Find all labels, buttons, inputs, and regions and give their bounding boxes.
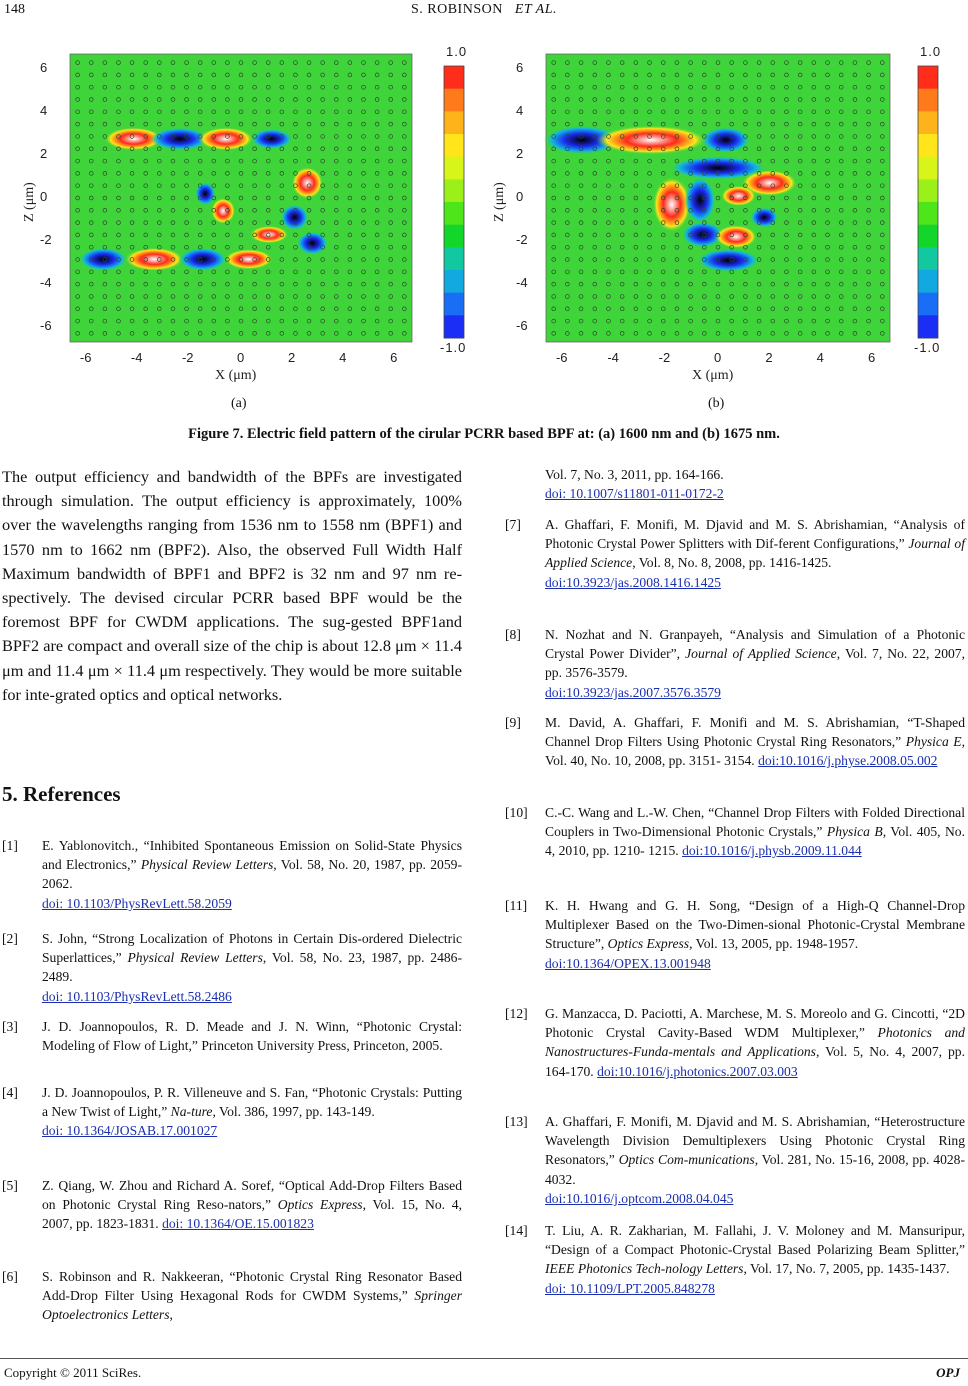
colorbar-segment: [444, 179, 464, 202]
z-tick-label: -6: [516, 317, 528, 333]
x-tick-label: -6: [555, 350, 568, 365]
colorbar-segment: [444, 202, 464, 225]
colorbar-max-label: 1.0: [446, 44, 468, 59]
reference-number: [10]: [505, 805, 528, 820]
field-lobe: [701, 127, 750, 153]
x-tick-label: -6: [79, 350, 92, 365]
reference-number: [9]: [505, 715, 521, 730]
colorbar-min-label: -1.0: [914, 340, 941, 355]
x-tick-label: 4: [339, 350, 347, 365]
footer-rule: [0, 1358, 968, 1359]
plot-area: [70, 54, 412, 342]
colorbar-segment: [444, 225, 464, 248]
reference-entry: [14] T. Liu, A. R. Zakharian, M. Fallahi, J. V. Moloney and M. Mansuripur, “Design of a Compact Photonic-Crystal Based Polarizing Beam Splitter,” IEEE Photonics Tech-nology Letters, Vol. 17, No. 7, 2005, pp. 1435-1437. doi: 10.1109/LPT.2005.848278: [505, 1223, 965, 1296]
running-header: [0, 2, 968, 22]
doi-link[interactable]: doi: 10.1109/LPT.2005.848278: [545, 1280, 715, 1296]
reference-number: [5]: [2, 1178, 18, 1193]
z-tick-label: 4: [40, 103, 48, 119]
subfigure-label: (b): [708, 396, 725, 411]
colorbar-segment: [444, 157, 464, 180]
reference-number: [4]: [2, 1085, 18, 1100]
field-lobe: [225, 249, 273, 269]
field-lobe: [250, 226, 288, 243]
doi-link[interactable]: doi:10.1016/j.physb.2009.11.044: [682, 843, 862, 859]
field-lobe: [684, 177, 715, 223]
colorbar-segment: [918, 202, 938, 225]
figure-panel-a: [0, 40, 480, 420]
colorbar-segment: [918, 293, 938, 316]
z-tick-label: -6: [40, 317, 52, 333]
reference-entry: [3] J. D. Joannopoulos, R. D. Meade and J. N. Winn, “Photonic Crystal: Modeling of Flow of Light,” Princeton University Press, Princeton, 2005.: [2, 1019, 462, 1054]
reference-entry: [13] A. Ghaffari, F. Monifi, M. Djavid and M. S. Abrishamian, “Heterostructure Wavelength Division Demultiplexers Using Photonic Crystal Ring Resonators,” Optics Com-munications, Vol. 281, No. 15-16, 2008, pp. 4028-4032. doi:10.1016/j.optcom.2008.04.045: [505, 1114, 965, 1206]
colorbar-segment: [444, 111, 464, 134]
x-tick-label: 2: [288, 350, 296, 365]
doi-link[interactable]: doi:10.1016/j.physe.2008.05.002: [758, 753, 938, 769]
colorbar-segment: [444, 89, 464, 112]
z-tick-label: 6: [40, 60, 48, 76]
section-title: 5. References: [2, 782, 121, 806]
z-axis-label: Z (μm): [492, 182, 507, 222]
reference-number: [12]: [505, 1006, 528, 1021]
colorbar-segment: [918, 225, 938, 248]
subfigure-label: (a): [231, 396, 247, 411]
colorbar-segment: [918, 157, 938, 180]
reference-entry: [2] S. John, “Strong Localization of Photons in Certain Dis-ordered Dielectric Superlattices,” Physical Review Letters, Vol. 58, No. 23, 1987, pp. 2486-2489. doi: 10.1103/PhysRevLett.58.2486: [2, 931, 462, 1004]
reference-number: [3]: [2, 1019, 18, 1034]
x-tick-label: 2: [765, 350, 773, 365]
doi-link[interactable]: doi: 10.1007/s11801-011-0172-2: [545, 486, 724, 502]
page-number: 148: [4, 2, 25, 17]
doi-link[interactable]: doi:10.1016/j.optcom.2008.04.045: [545, 1190, 734, 1206]
colorbar-segment: [918, 134, 938, 157]
copyright: Copyright © 2011 SciRes.: [4, 1365, 142, 1380]
x-tick-label: 0: [714, 350, 722, 365]
colorbar-segment: [918, 179, 938, 202]
x-tick-label: 0: [237, 350, 245, 365]
z-tick-label: 2: [40, 146, 48, 161]
figure-panel-b: [478, 40, 968, 420]
reference-entry: [1] E. Yablonovitch., “Inhibited Spontaneous Emission on Solid-State Physics and Electronics,” Physical Review Letters, Vol. 58, No. 20, 1987, pp. 2059-2062. doi: 10.1103/PhysRevLett.58.2059: [2, 838, 462, 911]
field-plot: [478, 40, 968, 420]
reference-number: [2]: [2, 931, 18, 946]
x-axis-label: X (μm): [692, 368, 734, 383]
reference-entry: [4] J. D. Joannopoulos, P. R. Villeneuve and S. Fan, “Photonic Crystals: Putting a New Twist of Light,” Na-ture, Vol. 386, 1997, pp. 143-149. doi: 10.1364/JOSAB.17.001027: [2, 1085, 462, 1139]
colorbar-segment: [444, 293, 464, 316]
x-axis-label: X (μm): [215, 368, 257, 383]
colorbar-segment: [918, 66, 938, 89]
field-lobe: [198, 127, 253, 150]
reference-entry: Vol. 7, No. 3, 2011, pp. 164-166. doi: 10.1007/s11801-011-0172-2: [545, 467, 724, 502]
z-tick-label: -2: [516, 231, 528, 247]
reference-number: [6]: [2, 1269, 18, 1284]
colorbar-max-label: 1.0: [920, 44, 942, 59]
z-tick-label: -2: [40, 231, 52, 247]
doi-link[interactable]: doi:10.3923/jas.2008.1416.1425: [545, 574, 721, 590]
x-tick-label: 4: [816, 350, 824, 365]
colorbar-segment: [444, 270, 464, 293]
field-lobe: [721, 186, 756, 206]
z-tick-label: 2: [516, 146, 524, 161]
colorbar-segment: [444, 315, 464, 338]
reference-entry: [7] A. Ghaffari, F. Monifi, M. Djavid and M. S. Abrishamian, “Analysis of Photonic Crystal Power Splitters with Dif-ferent Configurations,” Journal of Applied Science, Vol. 8, No. 8, 2008, pp. 1416-1425. doi:10.3923/jas.2008.1416.1425: [505, 517, 965, 590]
z-tick-label: -4: [40, 274, 52, 290]
doi-link[interactable]: doi: 10.1364/JOSAB.17.001027: [42, 1123, 218, 1139]
doi-link[interactable]: doi:10.3923/jas.2007.3576.3579: [545, 684, 721, 700]
doi-link[interactable]: doi: 10.1103/PhysRevLett.58.2486: [42, 988, 232, 1004]
field-lobe: [211, 198, 235, 224]
field-lobe: [297, 232, 328, 255]
x-tick-label: -2: [181, 350, 194, 365]
colorbar-segment: [918, 111, 938, 134]
reference-entry: [8] N. Nozhat and N. Granpayeh, “Analysis and Simulation of a Photonic Crystal Power Divider”, Journal of Applied Science, Vol. 7, No. 22, 2007, pp. 3576-3579. doi:10.3923/jas.2007.3576.3579: [505, 627, 966, 700]
colorbar-min-label: -1.0: [440, 340, 467, 355]
reference-entry: [5] Z. Qiang, W. Zhou and Richard A. Soref, “Optical Add-Drop Filters Based on Photonic Crystal Ring Reso-nators,” Optics Express, Vol. 15, No. 4, 2007, pp. 1823-1831. doi: 10.1364/OE.15.001823: [2, 1178, 462, 1232]
reference-entry: [11] K. H. Hwang and G. H. Song, “Design of a High-Q Channel-Drop Multiplexer Based on the Two-Dimen-sional Photonic-Crystal Membrane Structure”, Optics Express, Vol. 13, 2005, pp. 1948-1957. doi:10.1364/OPEX.13.001948: [505, 898, 965, 971]
reference-number: [7]: [505, 517, 521, 532]
doi-link[interactable]: doi:10.1364/OPEX.13.001948: [545, 955, 711, 971]
reference-number: [11]: [505, 898, 528, 913]
colorbar-segment: [444, 66, 464, 89]
x-tick-label: -4: [130, 350, 143, 365]
colorbar-segment: [918, 270, 938, 293]
page-footer: [4, 1365, 964, 1381]
reference-number: [8]: [505, 627, 521, 642]
reference-entry: [9] M. David, A. Ghaffari, F. Monifi and M. S. Abrishamian, “T-Shaped Channel Drop Filters Using Photonic Crystal Ring Resonators,” Physica E, Vol. 40, No. 10, 2008, pp. 3151- 3154. doi:10.1016/j.physe.2008.05.002: [505, 715, 966, 769]
figure-caption: Figure 7. Electric field pattern of the cirular PCRR based BPF at: (a) 1600 nm and (b) 1675 nm.: [188, 426, 780, 442]
journal-abbr: OPJ: [936, 1365, 960, 1380]
reference-entry: [6] S. Robinson and R. Nakkeeran, “Photonic Crystal Ring Resonator Based Add-Drop Filter Using Hexagonal Rods for CWDM Systems,” Springer Optoelectronics Letters,: [2, 1269, 462, 1323]
doi-link[interactable]: doi: 10.1103/PhysRevLett.58.2059: [42, 895, 232, 911]
x-tick-label: -4: [607, 350, 619, 365]
field-lobe: [697, 249, 759, 272]
x-tick-label: 6: [868, 350, 876, 365]
colorbar-segment: [918, 315, 938, 338]
field-lobe: [715, 225, 757, 248]
z-tick-label: -4: [516, 274, 528, 290]
z-tick-label: 6: [516, 60, 524, 76]
reference-number: [1]: [2, 838, 18, 853]
doi-link[interactable]: doi: 10.1364/OE.15.001823: [162, 1216, 314, 1232]
z-tick-label: 0: [40, 189, 48, 204]
running-authors: S. ROBINSON ET AL.: [410, 2, 558, 17]
x-tick-label: 6: [390, 350, 398, 365]
field-lobe: [251, 129, 292, 149]
z-tick-label: 4: [516, 103, 524, 119]
field-lobe: [281, 204, 309, 230]
reference-number: [13]: [505, 1114, 528, 1129]
z-tick-label: 0: [516, 189, 524, 204]
reference-number: [14]: [505, 1223, 528, 1238]
z-axis-label: Z (μm): [22, 182, 37, 222]
plot-area: [546, 54, 890, 342]
field-lobe: [179, 248, 227, 271]
colorbar-segment: [444, 247, 464, 270]
colorbar-segment: [444, 134, 464, 157]
x-tick-label: -2: [658, 350, 671, 365]
reference-entry: [12] G. Manzacca, D. Paciotti, A. Marchese, M. S. Moreolo and G. Cincotti, “2D Photonic Crystal Cavity-Based WDM Multiplexer,” Photonics and Nanostructures-Funda-mentals and Applications, Vol. 5, No. 4, 2007, pp. 164-170. doi:10.1016/j.photonics.2007.03.003: [505, 1006, 966, 1079]
colorbar-segment: [918, 89, 938, 112]
doi-link[interactable]: doi:10.1016/j.photonics.2007.03.003: [597, 1063, 798, 1079]
reference-entry: [10] C.-C. Wang and L.-W. Chen, “Channel Drop Filters with Folded Directional Couplers in Two-Dimensional Photonic Crystals,” Physica B, Vol. 405, No. 4, 2010, pp. 1210- 1215. doi:10.1016/j.physb.2009.11.044: [505, 805, 965, 859]
colorbar-segment: [918, 247, 938, 270]
body-paragraph: The output efficiency and bandwidth of the BPFs are investigated through simulation. The output efficiency is approximately, 100% over the wavelengths ranging from 1536 nm to 1558 nm (BPF1) and 1570 nm to 1662 nm (BPF2). Also, the observed Full Width Half Maximum bandwidth of BPF1 and BPF2 is 32 nm and 97 nm re-spectively. The devised circular PCRR based BPF would be the foremost BPF for CWDM applications. The sug-gested BPF1and BPF2 are compact and overall size of the chip is about 12.8 μm × 11.4 μm and 11.4 μm × 11.4 μm respectively. They would be more suitable for inte-grated optics and optical networks.: [2, 467, 462, 704]
